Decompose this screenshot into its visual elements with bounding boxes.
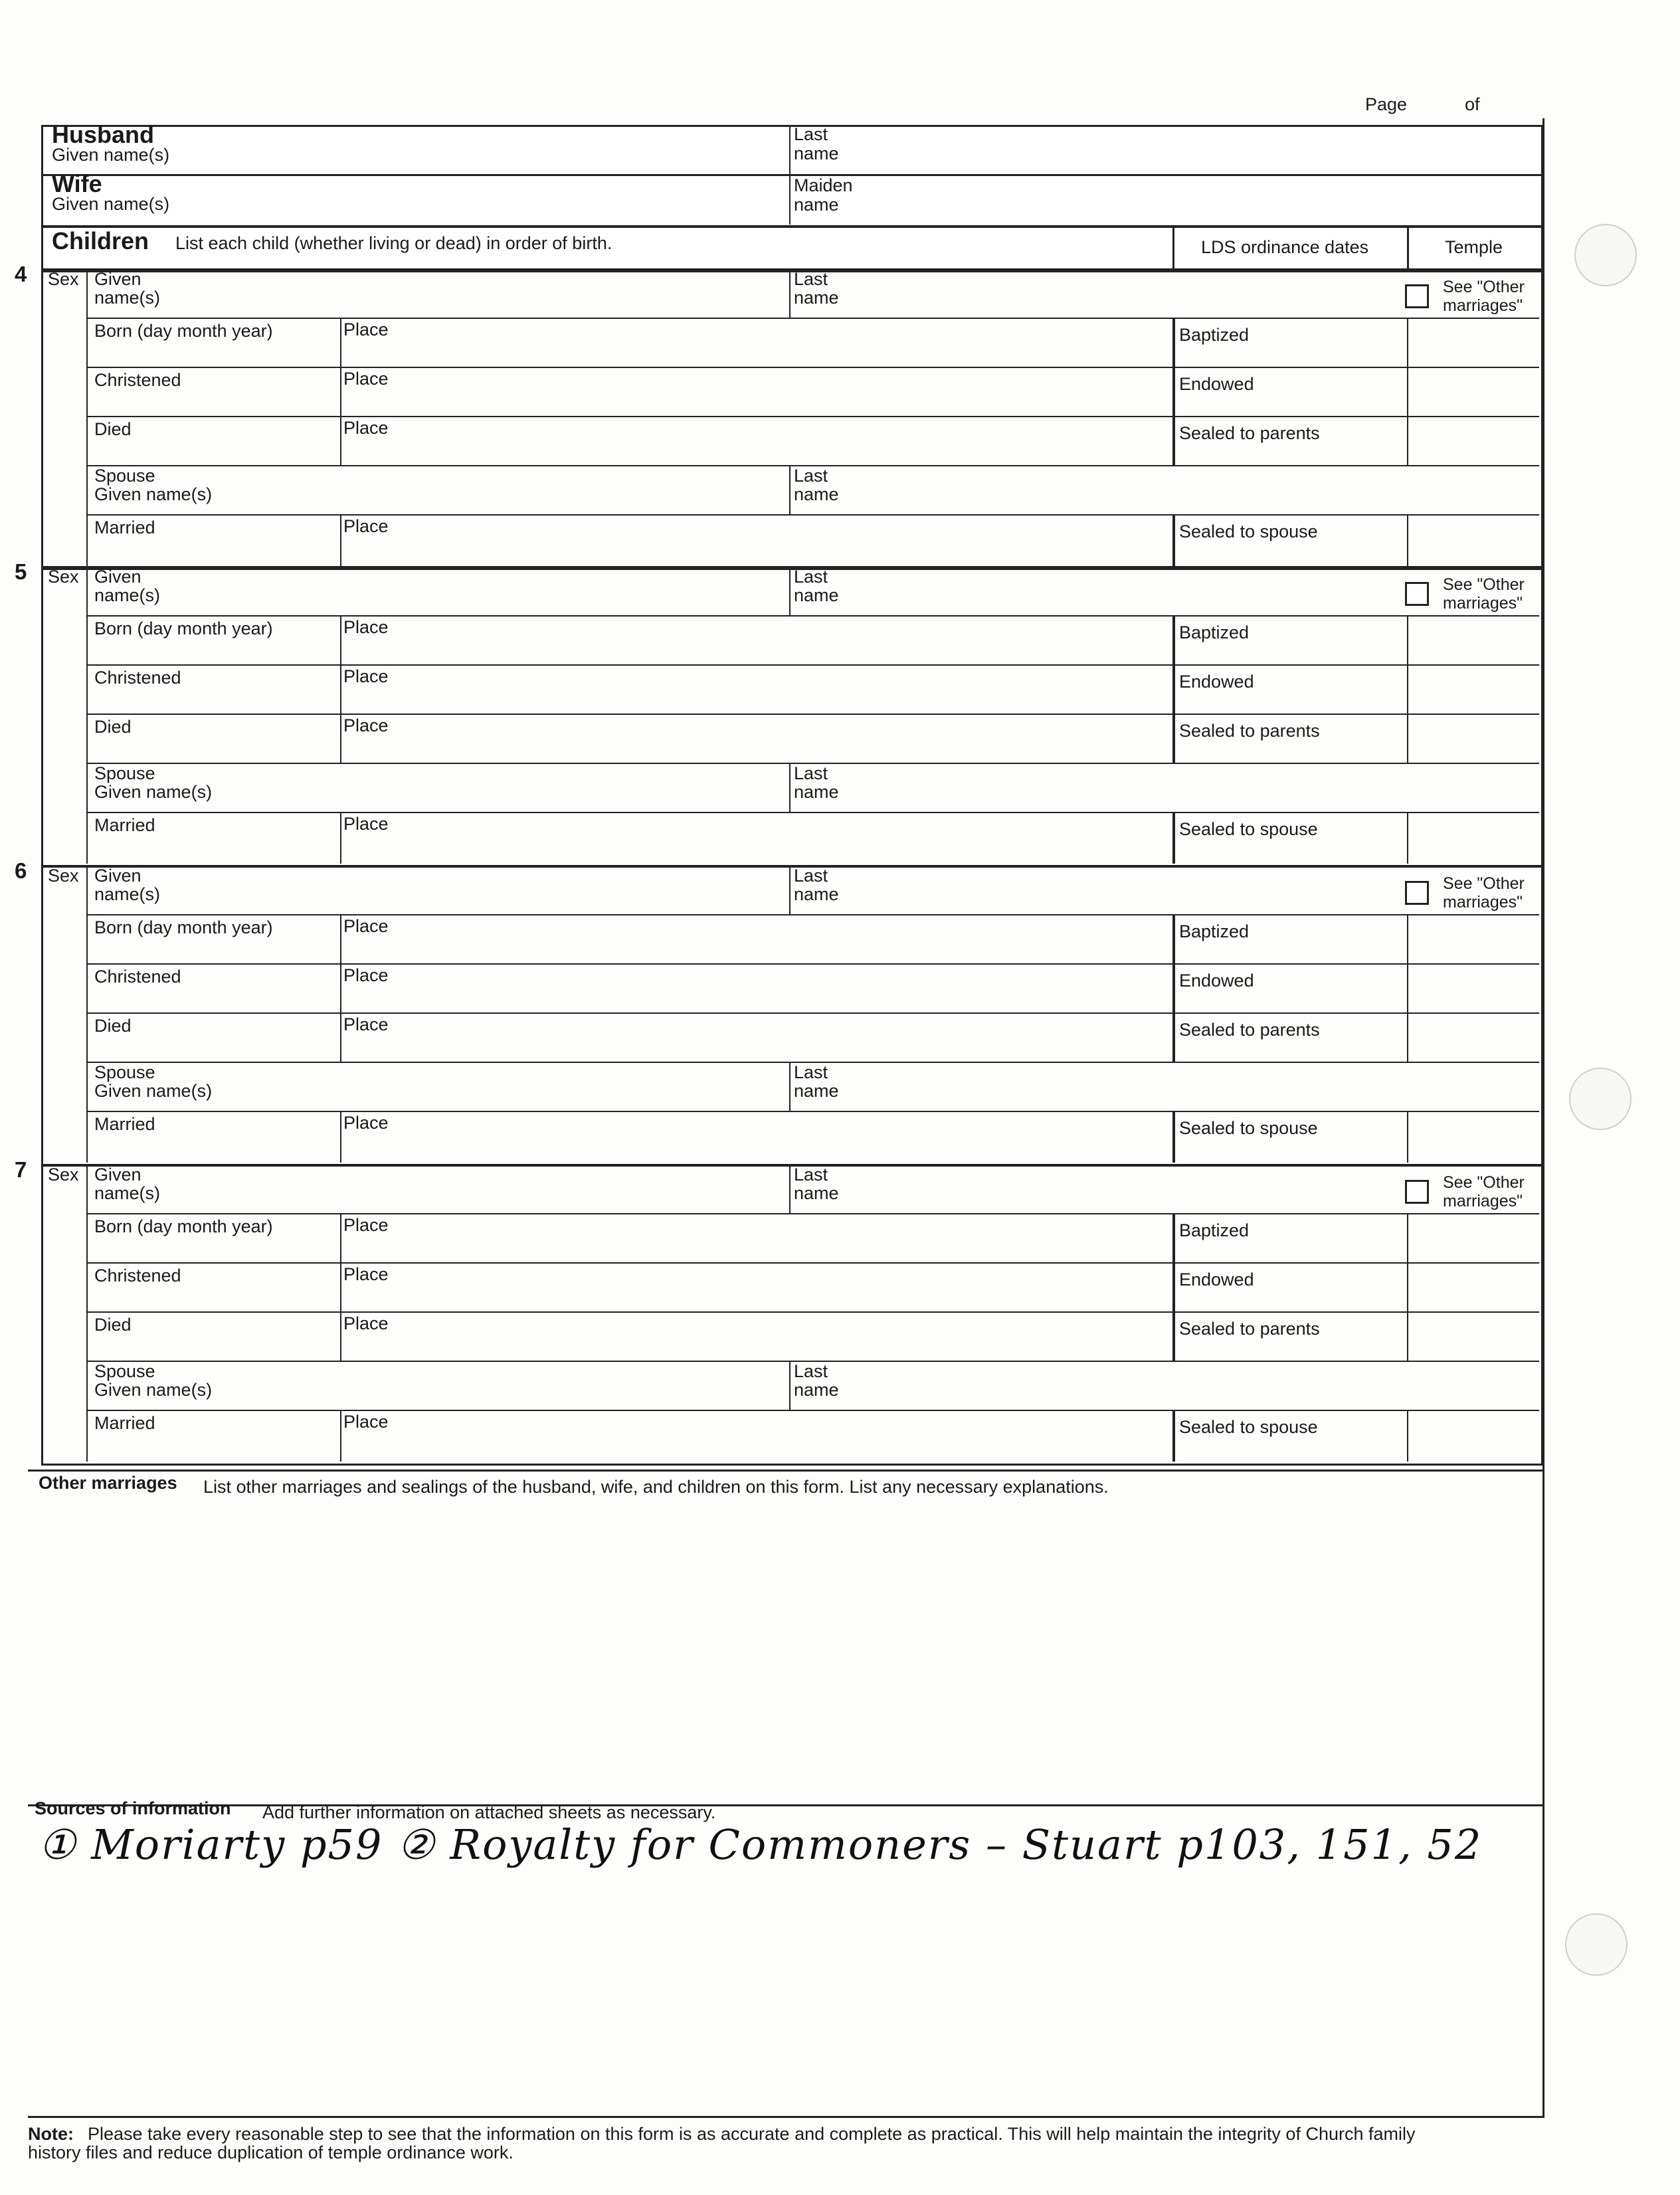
- place-field[interactable]: [345, 687, 1169, 711]
- child-block: [41, 1164, 1543, 1466]
- divider: [1407, 914, 1408, 963]
- maiden-label: Maiden: [794, 175, 853, 195]
- see-other-label-2: marriages": [1443, 296, 1523, 315]
- divider: [789, 125, 791, 178]
- ordinance-label: Sealed to parents: [1179, 1319, 1320, 1339]
- see-other-label: See "Other: [1443, 874, 1525, 893]
- child-number: 7: [15, 1157, 27, 1182]
- lds-ordinance-label: LDS ordinance dates: [1201, 237, 1369, 257]
- spouse-label: Spouse: [94, 1361, 155, 1381]
- spouse-last-label: Last: [794, 763, 828, 783]
- divider: [789, 268, 791, 318]
- divider: [1172, 514, 1175, 566]
- divider: [1407, 1012, 1408, 1062]
- divider: [86, 268, 88, 566]
- divider: [1172, 1262, 1175, 1311]
- place-field[interactable]: [345, 438, 1169, 462]
- see-other-label-2: marriages": [1443, 594, 1523, 613]
- child-given-label-2: name(s): [94, 1183, 161, 1203]
- sources-handwritten[interactable]: ① Moriarty p59 ② Royalty for Commoners – Stuart p103, 151, 52: [39, 1820, 1483, 1869]
- divider: [1407, 963, 1408, 1012]
- place-field[interactable]: [345, 1133, 1169, 1157]
- place-label: Place: [343, 1264, 389, 1284]
- divider: [1407, 664, 1408, 714]
- child-block: [41, 268, 1543, 570]
- sealed-to-spouse-label: Sealed to spouse: [1179, 522, 1318, 541]
- note-label: Note:: [28, 2124, 74, 2144]
- maiden-label-2: name: [794, 195, 839, 215]
- ordinance-label: Endowed: [1179, 374, 1254, 394]
- note-line-1: Please take every reasonable step to see that the information on this form is as accurate and complete as practical. This will help maintain the integrity of Church family: [88, 2124, 1416, 2144]
- spouse-given-label: Given name(s): [94, 1081, 213, 1101]
- divider: [1407, 416, 1408, 465]
- child-given-label-2: name(s): [94, 585, 161, 605]
- wife-title: Wife: [52, 170, 102, 197]
- divider: [340, 1410, 341, 1462]
- divider: [340, 1262, 341, 1311]
- sex-label: Sex: [48, 1165, 79, 1185]
- other-marriages-checkbox[interactable]: [1405, 284, 1429, 308]
- ordinance-label: Sealed to parents: [1179, 721, 1320, 741]
- place-field[interactable]: [345, 1236, 1169, 1260]
- child-number: 4: [15, 262, 27, 286]
- place-field[interactable]: [345, 1334, 1169, 1358]
- divider: [789, 865, 791, 914]
- place-label: Place: [343, 965, 389, 985]
- divider: [1172, 714, 1175, 763]
- sex-field[interactable]: [44, 888, 84, 910]
- event-label: Christened: [94, 1266, 181, 1286]
- children-instruction: List each child (whether living or dead) in order of birth.: [175, 233, 612, 253]
- divider: [1407, 812, 1408, 864]
- divider: [789, 465, 791, 514]
- divider: [1407, 1213, 1408, 1262]
- place-label: Place: [343, 1014, 389, 1034]
- divider: [86, 1213, 1539, 1214]
- divider: [1172, 1012, 1175, 1062]
- divider: [86, 664, 1539, 666]
- divider: [1172, 914, 1175, 963]
- child-given-label: Given: [94, 567, 141, 587]
- divider: [1407, 714, 1408, 763]
- husband-last-label-2: name: [794, 143, 839, 163]
- divider: [340, 664, 341, 714]
- ordinance-label: Baptized: [1179, 921, 1250, 941]
- divider: [1407, 226, 1409, 272]
- divider: [789, 763, 791, 812]
- child-last-label-2: name: [794, 288, 839, 308]
- divider: [86, 714, 1539, 715]
- event-label: Died: [94, 1016, 132, 1036]
- spouse-label: Spouse: [94, 763, 155, 783]
- note-line-2: history files and reduce duplication of temple ordinance work.: [28, 2143, 513, 2162]
- place-label: Place: [343, 1313, 389, 1333]
- divider: [340, 615, 341, 664]
- divider: [86, 615, 1539, 617]
- divider: [1172, 664, 1175, 714]
- divider: [1172, 1311, 1175, 1361]
- divider: [340, 812, 341, 864]
- place-label: Place: [343, 320, 389, 339]
- ordinance-label: Endowed: [1179, 971, 1254, 991]
- place-label: Place: [343, 617, 389, 637]
- place-field[interactable]: [345, 1285, 1169, 1309]
- sex-field[interactable]: [44, 291, 84, 314]
- sex-field[interactable]: [44, 589, 84, 611]
- see-other-label: See "Other: [1443, 278, 1525, 296]
- child-block: [41, 865, 1543, 1167]
- sources-instruction: Add further information on attached sheets as necessary.: [262, 1802, 716, 1822]
- divider: [340, 1213, 341, 1262]
- divider: [28, 2116, 1542, 2118]
- child-last-label-2: name: [794, 884, 839, 904]
- divider: [1407, 514, 1408, 566]
- event-label: Born (day month year): [94, 917, 273, 937]
- event-label: Born (day month year): [94, 1216, 273, 1236]
- child-last-label: Last: [794, 1165, 828, 1185]
- ordinance-label: Endowed: [1179, 1270, 1254, 1289]
- place-label: Place: [343, 1412, 389, 1432]
- place-label: Place: [343, 1215, 389, 1235]
- divider: [86, 1164, 88, 1462]
- ordinance-label: Baptized: [1179, 1220, 1250, 1240]
- wife-row: [41, 174, 1543, 227]
- spouse-last-label-2: name: [794, 484, 839, 504]
- other-marriages-instruction: List other marriages and sealings of the husband, wife, and children on this form. List any necessary explanations.: [203, 1477, 1109, 1497]
- divider: [789, 1062, 791, 1111]
- temple-label: Temple: [1445, 237, 1503, 257]
- child-number: 5: [15, 559, 27, 584]
- divider: [86, 1262, 1539, 1264]
- sealed-to-spouse-label: Sealed to spouse: [1179, 819, 1318, 839]
- spouse-given-label: Given name(s): [94, 782, 213, 802]
- divider: [1172, 226, 1174, 272]
- see-other-label-2: marriages": [1443, 1192, 1523, 1210]
- divider: [1172, 1213, 1175, 1262]
- other-marriages-checkbox[interactable]: [1405, 1180, 1429, 1204]
- event-label: Christened: [94, 967, 181, 987]
- ordinance-label: Sealed to parents: [1179, 423, 1320, 443]
- divider: [1172, 1111, 1175, 1163]
- binder-hole-top: [1574, 224, 1637, 286]
- married-label: Married: [94, 1114, 155, 1134]
- child-last-label: Last: [794, 269, 828, 289]
- child-last-label-2: name: [794, 1183, 839, 1203]
- place-label: Place: [343, 814, 389, 834]
- event-label: Born (day month year): [94, 619, 273, 638]
- place-label: Place: [343, 916, 389, 936]
- divider: [340, 367, 341, 416]
- husband-given-label: Given name(s): [52, 145, 170, 165]
- ordinance-label: Endowed: [1179, 672, 1254, 692]
- divider: [86, 566, 88, 864]
- child-last-label: Last: [794, 866, 828, 886]
- divider: [86, 318, 1539, 319]
- other-marriages-title: Other marriages: [39, 1473, 177, 1493]
- event-label: Died: [94, 1315, 132, 1335]
- divider: [86, 914, 1539, 915]
- divider: [1172, 416, 1175, 465]
- spouse-label: Spouse: [94, 466, 155, 486]
- divider: [1407, 318, 1408, 367]
- divider: [28, 1804, 1542, 1806]
- divider: [86, 812, 1539, 813]
- husband-last-field[interactable]: [1329, 128, 1535, 170]
- divider: [1172, 367, 1175, 416]
- place-label: Place: [343, 666, 389, 686]
- other-marriages-checkbox[interactable]: [1405, 582, 1429, 606]
- divider: [1172, 1410, 1175, 1462]
- place-label: Place: [343, 418, 389, 438]
- divider: [86, 1410, 1539, 1411]
- divider: [86, 865, 88, 1163]
- married-label: Married: [94, 1413, 155, 1433]
- event-label: Christened: [94, 370, 181, 390]
- place-label: Place: [343, 369, 389, 389]
- other-marriages-field[interactable]: [40, 1501, 1538, 1800]
- child-given-label: Given: [94, 1165, 141, 1185]
- married-label: Married: [94, 518, 155, 537]
- divider: [1172, 812, 1175, 864]
- child-given-label: Given: [94, 866, 141, 886]
- ordinance-label: Sealed to parents: [1179, 1020, 1320, 1040]
- divider: [340, 714, 341, 763]
- place-field[interactable]: [345, 1432, 1169, 1456]
- divider: [86, 1012, 1539, 1014]
- sex-label: Sex: [48, 567, 79, 587]
- child-last-label-2: name: [794, 585, 839, 605]
- sealed-to-spouse-label: Sealed to spouse: [1179, 1118, 1318, 1138]
- husband-row: [41, 125, 1543, 178]
- divider: [1172, 963, 1175, 1012]
- spouse-last-label: Last: [794, 1361, 828, 1381]
- binder-hole-bottom: [1565, 1913, 1628, 1976]
- divider: [1407, 1262, 1408, 1311]
- divider: [340, 1012, 341, 1062]
- divider: [86, 1311, 1539, 1313]
- divider: [86, 367, 1539, 368]
- event-label: Died: [94, 419, 132, 439]
- divider: [1407, 1311, 1408, 1361]
- sex-label: Sex: [48, 269, 79, 289]
- husband-title: Husband: [52, 121, 155, 148]
- child-given-label: Given: [94, 269, 141, 289]
- spouse-given-label: Given name(s): [94, 484, 213, 504]
- divider: [86, 416, 1539, 417]
- place-label: Place: [343, 1113, 389, 1133]
- spouse-last-label: Last: [794, 1062, 828, 1082]
- divider: [1407, 367, 1408, 416]
- divider: [86, 963, 1539, 965]
- child-given-label-2: name(s): [94, 884, 161, 904]
- divider: [86, 1111, 1539, 1112]
- ordinance-label: Baptized: [1179, 325, 1250, 345]
- place-field[interactable]: [345, 537, 1169, 561]
- event-label: Born (day month year): [94, 321, 273, 341]
- divider: [789, 566, 791, 615]
- of-label: of: [1465, 94, 1480, 114]
- event-label: Christened: [94, 668, 181, 688]
- place-field[interactable]: [345, 1035, 1169, 1059]
- divider: [1172, 318, 1175, 367]
- divider: [340, 1111, 341, 1163]
- see-other-label: See "Other: [1443, 575, 1525, 594]
- page-label: Page: [1365, 94, 1408, 114]
- child-block: [41, 566, 1543, 868]
- husband-last-label: Last: [794, 124, 828, 144]
- place-field[interactable]: [345, 736, 1169, 760]
- sex-label: Sex: [48, 866, 79, 886]
- divider: [789, 174, 791, 225]
- divider: [340, 914, 341, 963]
- spouse-last-label: Last: [794, 466, 828, 486]
- binder-hole-middle: [1569, 1068, 1632, 1130]
- married-label: Married: [94, 815, 155, 835]
- divider: [1407, 1111, 1408, 1163]
- spouse-last-label-2: name: [794, 1380, 839, 1400]
- divider: [340, 514, 341, 566]
- divider: [1407, 1410, 1408, 1462]
- divider: [340, 318, 341, 367]
- divider: [1172, 615, 1175, 664]
- see-other-label: See "Other: [1443, 1173, 1525, 1192]
- child-given-label-2: name(s): [94, 288, 161, 308]
- sealed-to-spouse-label: Sealed to spouse: [1179, 1417, 1318, 1437]
- divider: [340, 1311, 341, 1361]
- child-last-label: Last: [794, 567, 828, 587]
- see-other-label-2: marriages": [1443, 893, 1523, 911]
- spouse-last-label-2: name: [794, 1081, 839, 1101]
- divider: [789, 1164, 791, 1213]
- divider: [789, 1361, 791, 1410]
- place-field[interactable]: [345, 937, 1169, 961]
- spouse-label: Spouse: [94, 1062, 155, 1082]
- place-label: Place: [343, 716, 389, 735]
- divider: [340, 416, 341, 465]
- sources-title: Sources of information: [35, 1798, 231, 1818]
- child-number: 6: [15, 858, 27, 883]
- other-marriages-checkbox[interactable]: [1405, 881, 1429, 905]
- event-label: Died: [94, 717, 132, 737]
- children-title: Children: [52, 227, 149, 254]
- place-label: Place: [343, 516, 389, 536]
- place-field[interactable]: [345, 340, 1169, 364]
- ordinance-label: Baptized: [1179, 622, 1250, 642]
- place-field[interactable]: [345, 638, 1169, 662]
- spouse-last-label-2: name: [794, 782, 839, 802]
- divider: [28, 1470, 1542, 1472]
- wife-given-label: Given name(s): [52, 194, 170, 214]
- divider: [86, 514, 1539, 516]
- divider: [1407, 615, 1408, 664]
- spouse-given-label: Given name(s): [94, 1380, 213, 1400]
- place-field[interactable]: [345, 834, 1169, 858]
- sex-field[interactable]: [44, 1187, 84, 1209]
- divider: [340, 963, 341, 1012]
- place-field[interactable]: [345, 986, 1169, 1010]
- place-field[interactable]: [345, 389, 1169, 413]
